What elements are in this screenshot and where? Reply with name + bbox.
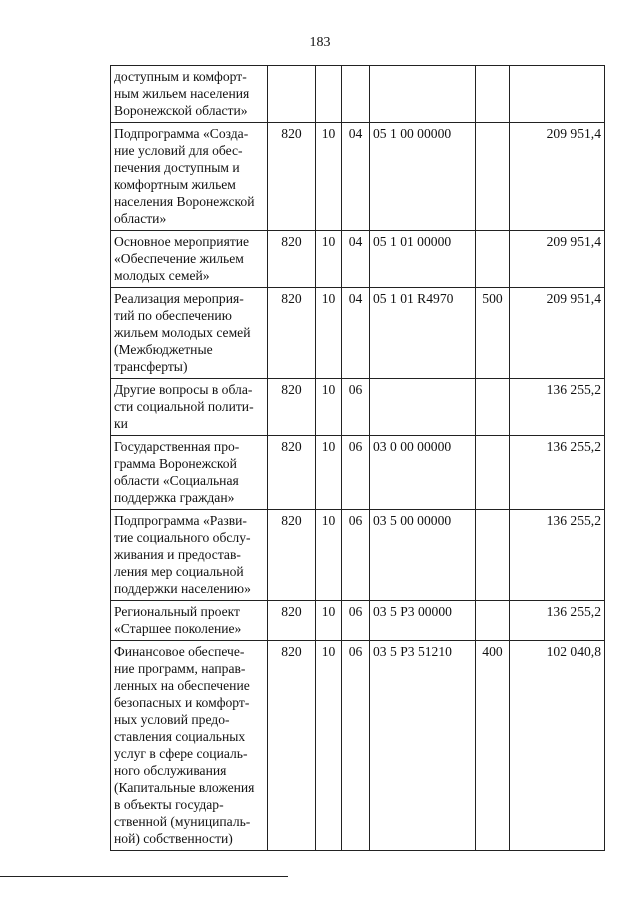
ministry-code-cell: 820: [268, 641, 316, 851]
ministry-code-cell: 820: [268, 379, 316, 436]
subsection-code-cell: 04: [342, 288, 370, 379]
ministry-code-cell: 820: [268, 231, 316, 288]
expense-type-cell: 500: [476, 288, 510, 379]
row-name-cell: [111, 379, 268, 436]
row-name-cell: [111, 123, 268, 231]
expense-type-cell: [476, 510, 510, 601]
subsection-code-cell: 06: [342, 641, 370, 851]
subsection-code-cell: [342, 66, 370, 123]
expense-type-cell: [476, 601, 510, 641]
expense-type-cell: [476, 66, 510, 123]
subsection-code-cell: 04: [342, 123, 370, 231]
ministry-code-cell: 820: [268, 288, 316, 379]
row-name-cell: [111, 66, 268, 123]
amount-cell: 136 255,2: [510, 601, 605, 641]
expense-type-cell: [476, 231, 510, 288]
row-name-cell: [111, 288, 268, 379]
expense-type-cell: [476, 436, 510, 510]
target-article-cell: [370, 66, 476, 123]
target-article-cell: 05 1 00 00000: [370, 123, 476, 231]
subsection-code-cell: 06: [342, 436, 370, 510]
footnote-divider: [0, 876, 288, 877]
table-row: [111, 288, 605, 379]
row-name-text: Подпрограмма «Созда- ние условий для обес- печения доступным и комфортным жильем населения Воронежской области»: [114, 126, 255, 226]
budget-table: [110, 65, 605, 851]
amount-cell: 102 040,8: [510, 641, 605, 851]
subsection-code-cell: 04: [342, 231, 370, 288]
subsection-code-cell: 06: [342, 601, 370, 641]
section-code-cell: 10: [316, 231, 342, 288]
expense-type-cell: [476, 123, 510, 231]
amount-cell: 209 951,4: [510, 231, 605, 288]
target-article-cell: 03 5 P3 51210: [370, 641, 476, 851]
page-number: 183: [309, 35, 331, 50]
section-code-cell: 10: [316, 641, 342, 851]
target-article-cell: 03 5 P3 00000: [370, 601, 476, 641]
row-name-text: доступным и комфорт- ным жильем населения Воронежской области»: [114, 69, 250, 118]
row-name-text: Основное мероприятие «Обеспечение жильем молодых семей»: [114, 234, 250, 283]
ministry-code-cell: 820: [268, 436, 316, 510]
section-code-cell: 10: [316, 379, 342, 436]
target-article-cell: 03 0 00 00000: [370, 436, 476, 510]
section-code-cell: 10: [316, 436, 342, 510]
ministry-code-cell: 820: [268, 123, 316, 231]
row-name-text: Реализация мероприя- тий по обеспечению жильем молодых семей (Межбюджетные трансферты): [114, 291, 251, 374]
section-code-cell: [316, 66, 342, 123]
section-code-cell: 10: [316, 288, 342, 379]
target-article-cell: 05 1 01 00000: [370, 231, 476, 288]
target-article-cell: [370, 379, 476, 436]
row-name-cell: [111, 231, 268, 288]
row-name-cell: [111, 601, 268, 641]
subsection-code-cell: 06: [342, 510, 370, 601]
amount-cell: 136 255,2: [510, 379, 605, 436]
budget-table-body: [111, 66, 605, 851]
table-row: [111, 510, 605, 601]
section-code-cell: 10: [316, 123, 342, 231]
amount-cell: 209 951,4: [510, 288, 605, 379]
subsection-code-cell: 06: [342, 379, 370, 436]
amount-cell: 209 951,4: [510, 123, 605, 231]
amount-cell: [510, 66, 605, 123]
target-article-cell: 03 5 00 00000: [370, 510, 476, 601]
row-name-cell: [111, 510, 268, 601]
ministry-code-cell: 820: [268, 510, 316, 601]
section-code-cell: 10: [316, 510, 342, 601]
expense-type-cell: [476, 379, 510, 436]
row-name-text: Региональный проект «Старшее поколение»: [114, 604, 242, 636]
row-name-text: Подпрограмма «Разви- тие социального обслу- живания и предостав- ления мер социальной поддержки населению»: [114, 513, 251, 596]
table-row: [111, 436, 605, 510]
row-name-cell: [111, 436, 268, 510]
table-row: [111, 231, 605, 288]
row-name-text: Другие вопросы в обла- сти социальной полити- ки: [114, 382, 254, 431]
table-row: [111, 379, 605, 436]
table-row: [111, 66, 605, 123]
table-row: [111, 601, 605, 641]
ministry-code-cell: [268, 66, 316, 123]
ministry-code-cell: 820: [268, 601, 316, 641]
row-name-cell: [111, 641, 268, 851]
section-code-cell: 10: [316, 601, 342, 641]
table-row: [111, 123, 605, 231]
amount-cell: 136 255,2: [510, 436, 605, 510]
amount-cell: 136 255,2: [510, 510, 605, 601]
row-name-text: Финансовое обеспече- ние программ, направ- ленных на обеспечение безопасных и комфорт- ных условий предо- ставления социальных услуг в сфере социаль- ного обслуживания (Капитальные вложения в объекты государ- ственной (муниципаль- ной) собственности): [114, 644, 255, 846]
table-row: [111, 641, 605, 851]
expense-type-cell: 400: [476, 641, 510, 851]
target-article-cell: 05 1 01 R4970: [370, 288, 476, 379]
row-name-text: Государственная про- грамма Воронежской области «Социальная поддержка граждан»: [114, 439, 240, 505]
